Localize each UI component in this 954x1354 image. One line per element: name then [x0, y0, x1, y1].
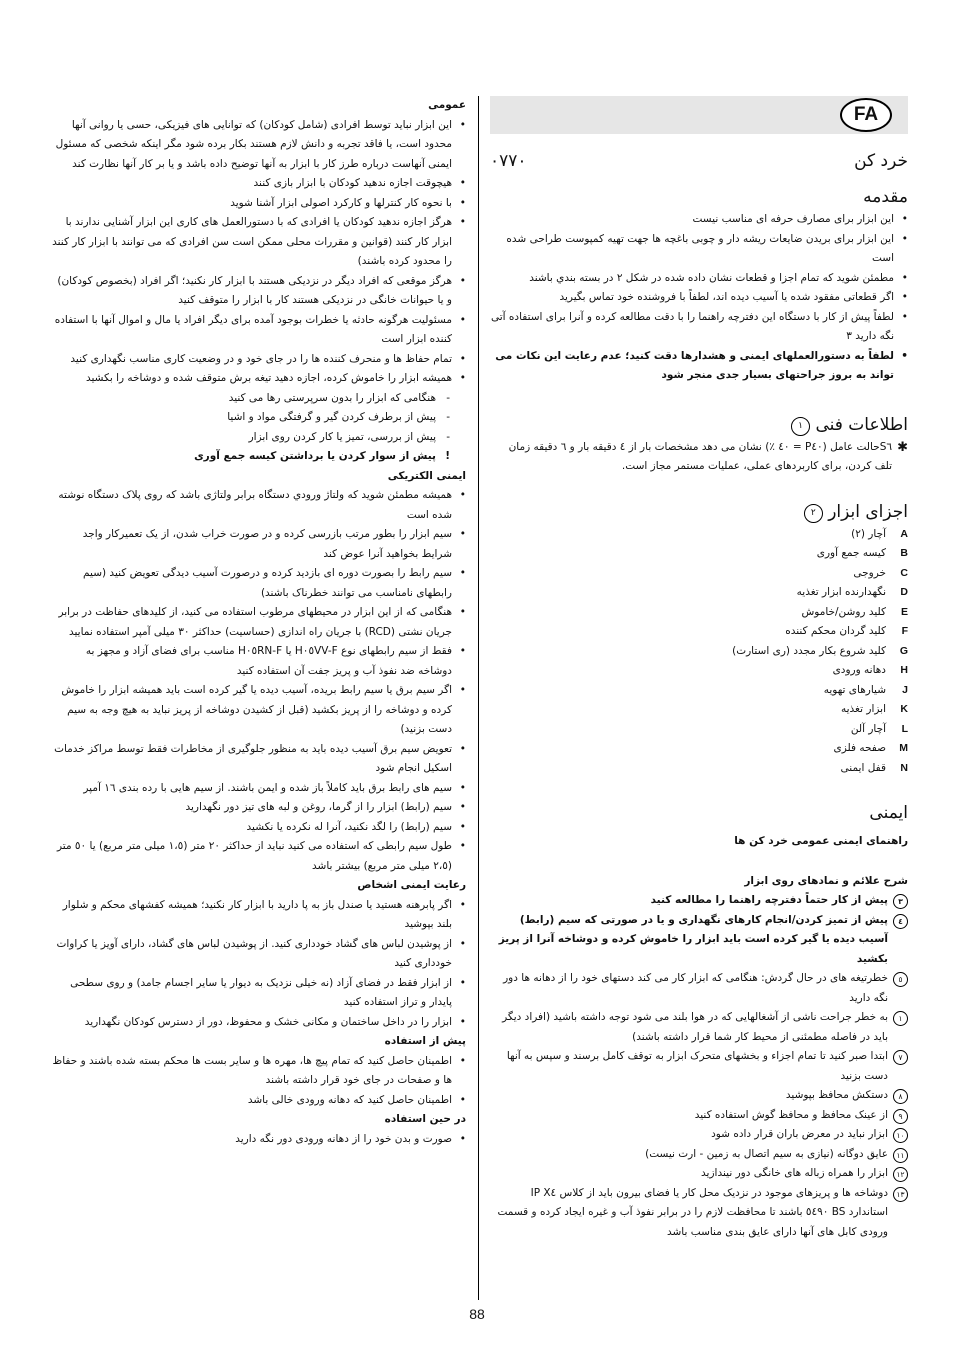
parts-list [490, 525, 908, 779]
part-letter: H [900, 664, 908, 676]
general-warning: ! پیش از سوار کردن یا برداشتن کیسه جمع آوری [50, 447, 466, 467]
part-label: دهانه ورودی [832, 664, 886, 676]
general-item: • این ابزار نباید توسط افرادی (شامل کودکان) که توانایی های فیزیکی، حسی یا روانی آنها محدود است، یا فاقد تجربه و دانش لازم هستند بکار برده شود مگر اینکه شخصی که مسئول ایمنی آنهاست درباره طرز کار با ابزار به آنها توضیح داده باشد و یا بر کار آنها نظارت کند [50, 116, 466, 175]
figure-ref-badge: ١ [791, 417, 810, 436]
symbol-number-badge: ٥ [893, 972, 908, 987]
electrical-item: • سیم (رابط) را لگد نکنید، آنرا له نکرده یا نکشید [50, 818, 466, 838]
part-letter: A [900, 527, 908, 540]
right-column [490, 96, 908, 1242]
personal-title: رعایت ایمنی اشخاص [357, 879, 466, 891]
part-label: کلید شروع بکار مجدد (ری استارت) [732, 644, 886, 657]
part-label: خروجی [853, 566, 886, 579]
product-heading [490, 148, 908, 174]
intro-title: مقدمه [863, 187, 908, 207]
part-label: کیسه جمع آوری [816, 547, 886, 559]
part-item [490, 603, 908, 623]
product-model: ٠٧٧٠ [490, 151, 527, 171]
intro-item: • این ابزار برای مصارف حرفه ای مناسب نیست [490, 210, 908, 230]
symbol-text: ابزار نباید در معرض باران قرار داده شود [711, 1128, 888, 1140]
language-header-bar [490, 96, 908, 134]
intro-item-warning: • لطفاً به دستورالعملهای ایمنی و هشدارها دقت کنید؛ عدم رعایت این نکات می تواند به بروز جراحتهای بسیار جدی منجر شود [490, 347, 908, 386]
personal-list [50, 896, 466, 1033]
symbol-number-badge: ٤ [893, 914, 908, 929]
symbol-number-badge: ٧ [893, 1050, 908, 1065]
intro-item: • اگر قطعاتی مفقود شده یا آسیب دیده اند، لطفاً با فروشنده خود تماس بگیرید [490, 288, 908, 308]
part-label: آچار آلن [850, 722, 886, 735]
symbol-item [490, 1086, 908, 1106]
general-list [50, 116, 466, 467]
part-letter: E [900, 605, 908, 618]
part-letter: N [900, 761, 908, 774]
symbol-item [490, 1047, 908, 1086]
symbol-text: عایق دوگانه (نیازی به سیم اتصال به زمین - ارت نیست) [645, 1147, 888, 1160]
part-letter: D [900, 586, 908, 598]
before-use-item: • اطمینان حاصل کنید که دهانه ورودی خالی باشد [50, 1091, 466, 1111]
symbol-item [490, 1164, 908, 1184]
column-divider [478, 96, 479, 1300]
symbol-item [490, 969, 908, 1008]
part-item [490, 642, 908, 662]
symbol-text: پیش از کار حتماً دفترچه راهنما را مطالعه کنید [650, 894, 888, 906]
part-item [490, 525, 908, 545]
part-item [490, 759, 908, 779]
symbol-number-badge: ١٠ [893, 1128, 908, 1143]
intro-item: • این ابزار برای بریدن ضایعات ریشه دار و چوبی باغچه ها جهت تهیه کمپوست طراحی شده است [490, 230, 908, 269]
part-label: ابزار تغذیه [840, 703, 886, 715]
electrical-item: • طول سیم رابطی که استفاده می کنید نباید از حداکثر ٢٠ متر (١،٥ میلی متر مربع) یا ٥٠ متر (٢،٥ میلی متر مربع) بیشتر باشد [50, 837, 466, 876]
general-title: عمومی [428, 99, 466, 111]
part-label: آچار (٢) [851, 527, 886, 540]
left-column [50, 96, 466, 1149]
electrical-item: • همیشه مطمئن شوید که ولتاژ ورودي دستگاه برابر ولتاژی باشد که روی پلاک دستگاه نوشته شده است [50, 486, 466, 525]
intro-list [490, 210, 908, 386]
parts-title-text: اجزای ابزار [828, 501, 908, 522]
safety-subtitle: راهنمای ایمنی عمومی خرد کن ها [734, 835, 908, 847]
symbol-number-badge: ٩ [893, 1109, 908, 1124]
electrical-item: • تعویض سیم برق آسیب دیده باید به منظور جلوگیری از مخاطرات فقط توسط مراکز خدمات اسکیل انجام شود [50, 740, 466, 779]
part-item [490, 681, 908, 701]
symbol-number-badge: ١ [893, 1011, 908, 1026]
symbols-list [490, 891, 908, 1242]
symbol-number-badge: ١١ [893, 1148, 908, 1163]
symbol-number-badge: ١٢ [893, 1167, 908, 1182]
symbol-item [490, 1106, 908, 1126]
part-item [490, 661, 908, 681]
general-subitem: - پیش از برطرف کردن گیر و گرفتگی مواد و اشیا [50, 408, 466, 428]
part-item [490, 739, 908, 759]
symbol-text: از عینک محافظ و محافظ گوش استفاده کنید [694, 1108, 888, 1121]
page-number: 88 [469, 1306, 485, 1322]
symbol-item [490, 911, 908, 970]
electrical-item: • سیم ابزار را بطور مرتب بازرسی کرده و در صورت خراب شدن، از یک تعمیرکار واجد شرایط بخواهید آنرا عوض کند [50, 525, 466, 564]
part-label: کلید روشن/خاموش [801, 605, 886, 618]
tech-text-item [490, 438, 908, 477]
symbol-text: ابتدا صبر کنید تا تمام اجزاء و بخشهای متحرک ابزار به توقف کامل برسند و سپس به آنها دست بزنید [506, 1050, 888, 1082]
during-use-title: در حین استفاده [384, 1113, 466, 1125]
parts-title [490, 499, 908, 525]
personal-item: • از ابزار فقط در فضای آزاد (نه خیلی نزدیک به دیوار یا سایر اجسام جامد) و روی سطحی پایدار و تراز استفاده کنید [50, 974, 466, 1013]
general-item: • هرگز موقعی که افراد دیگر در نزدیکی هستند با ابزار کار نکنید؛ اگر افراد (بخصوص کودکان) و یا حیوانات خانگی در نزدیکی هستند کار با ابزار را متوقف کنید [50, 272, 466, 311]
star-icon: ✱ [897, 439, 908, 455]
symbols-title: شرح علائم و نمادهای روی ابزار [744, 874, 908, 887]
part-letter: G [899, 644, 908, 657]
electrical-item: • سیم (رابط) ابزار را از گرما، روغن و لبه های تیز دور نگهدارید [50, 798, 466, 818]
general-item: • با نحوه کار کنترلها و کارکرد اصولی ابزار آشنا شوید [50, 194, 466, 214]
symbol-number-badge: ٣ [893, 894, 908, 909]
general-item: • تمام حفاظ ها و منحرف کننده ها را در جای خود و در وضعیت کاری مناسب نگهداری کنید [50, 350, 466, 370]
symbol-text: پیش از تمیز کردن/انجام کارهای نگهداری و یا در صورتی که سیم (رابط) آسیب دیده یا گیر کرده است باید ابزار را خاموش کرده و دوشاخه آنرا از پریز بکشید [498, 913, 888, 965]
electrical-item: • سیم رابط را بصورت دوره ای بازدید کرده و درصورت آسیب دیدگی تعویض کنید (سیم رابطهای نامناسب می توانند خطرناک باشند) [50, 564, 466, 603]
during-use-list [50, 1130, 466, 1150]
part-label: قفل ایمنی [840, 761, 886, 774]
electrical-title: ایمنی الکتریکی [387, 469, 466, 482]
part-item [490, 720, 908, 740]
before-use-title: پیش از استفاده [384, 1035, 466, 1047]
part-letter: K [900, 703, 908, 715]
part-label: کلید گردان محکم کننده [785, 625, 886, 637]
during-use-item: • صورت و بدن خود را از دهانه ورودی دور نگه دارید [50, 1130, 466, 1150]
part-item [490, 583, 908, 603]
part-label: نگهدارنده ابزار تغذیه [796, 586, 886, 598]
tech-title-text: اطلاعات فنی [815, 414, 908, 435]
tech-title [490, 412, 908, 438]
part-letter: M [899, 742, 908, 754]
part-item [490, 700, 908, 720]
part-item [490, 622, 908, 642]
general-item: • همیشه ابزار را خاموش کرده، اجازه دهید تیغه برش متوقف شده و دوشاخه را بکشید [50, 369, 466, 389]
symbol-text: خطرتیغه های در حال گردش: هنگامی که ابزار کار می کند دستهای خود را از دهانه ها دور نگه دارید [503, 972, 888, 1004]
symbol-item [490, 1145, 908, 1165]
symbol-text: دستکش محافظ بپوشید [785, 1089, 888, 1101]
symbol-number-badge: ٨ [893, 1089, 908, 1104]
personal-item: • ابزار را در داخل ساختمان و مکانی خشک و محفوظ، دور از دسترس کودکان نگهدارید [50, 1013, 466, 1033]
symbol-item [490, 1008, 908, 1047]
tech-list [490, 438, 908, 477]
electrical-item: • فقط از سیم رابطهای نوع H٠٥VV-F یا H٠٥RN-F مناسب برای فضای آزاد و مجهز به دوشاخه ضد نفوذ آب و پریز جفت آن استفاده کنید [50, 642, 466, 681]
general-item: • هیچوقت اجازه ندهید کودکان با ابزار بازی کنند [50, 174, 466, 194]
part-label: صفحه فلزی [833, 742, 886, 754]
electrical-item: • اگر سیم برق یا سیم رابط بریده، آسیب دیده یا گیر کرده است باید همیشه ابزار را خاموش کرده و دوشاخه را از پریز بکشید (قبل از کشیدن دوشاخه از پریز نباید به هیچ وجه به سیم دست بزنید) [50, 681, 466, 740]
part-letter: L [901, 722, 908, 735]
electrical-item: • هنگامی که از این ابزار در محیطهای مرطوب استفاده می کنید، از کلیدهای حفاظت در برابر جریان نشتی (RCD) با جریان راه اندازی (حساسیت) حداکثر ٣٠ میلی آمپر استفاده نمایید [50, 603, 466, 642]
tech-text: S٦حالت عامل (P٤٠ = ٤٠ ٪) نشان می دهد مشخصات بار از ٤ دقیقه بار و ٦ دقیقه زمان تلف کردن، برای کاربردهای عملی، عملیات مستمر مجاز است. [508, 440, 892, 472]
part-letter: J [902, 683, 908, 696]
intro-item: • لطفاً پیش از کار با دستگاه این دفترچه راهنما را با دقت مطالعه کرده و آنرا برای استفاده آتی نگه دارید ٣ [490, 308, 908, 347]
part-letter: F [901, 625, 908, 637]
language-badge: FA [840, 98, 892, 132]
before-use-item: • اطمینان حاصل کنید که تمام پیچ ها، مهره ها و سایر بست ها محکم بسته شده باشند و حفاظ ها و صفحات در جای خود قرار داشته باشند [50, 1052, 466, 1091]
symbol-text: به خطر جراحت ناشی از آشغالهایی که در هوا بلند می شود توجه داشته باشید (افراد دیگر باید در فاصله مطمئنی از محیط کار شما قرار داشته باشند) [502, 1011, 888, 1043]
symbol-text: ابزار را همراه زباله های خانگی دور نیندازید [701, 1167, 888, 1179]
personal-item: • اگر پابرهنه هستید یا صندل باز به پا دارید با ابزار کار نکنید؛ همیشه کفشهای محکم و شلوار بلند بپوشید [50, 896, 466, 935]
part-item [490, 564, 908, 584]
safety-title: ایمنی [869, 803, 908, 823]
symbol-number-badge: ١٣ [893, 1187, 908, 1202]
product-name: خرد کن [854, 151, 908, 171]
before-use-list [50, 1052, 466, 1111]
general-item: • هرگز اجازه ندهید کودکان یا افرادی که با دستورالعمل های کاری این ابزار آشنایی ندارند با ابزار کار کنند (قوانین و مقررات محلی ممکن است سن افرادی که می توانند با ابزار کار کنند را محدود کرده باشند) [50, 213, 466, 272]
part-letter: C [900, 566, 908, 579]
part-label: شیارهای تهویه [823, 683, 886, 696]
intro-item: • مطمئن شوید که تمام اجزا و قطعات نشان داده شده در شکل ٢ در بسته بندي باشند [490, 269, 908, 289]
general-item: • مسئولیت هرگونه حادثه یا خطرات بوجود آمده برای دیگر افراد یا مال و اموال آنها با استفاده کننده ابزار است [50, 311, 466, 350]
symbol-text: دوشاخه ها و پریزهای موجود در نزدیک محل کار یا فضای بیرون باید از کلاس IP X٤ استاندارد BS ٥٤٩٠ باشند تا محافظت لازم را در برابر نفوذ آب و غیره ایجاد کرده و قسمت ورودی کابل های آنها دارای عایق بندی مناسب باشد [497, 1186, 888, 1238]
part-item [490, 544, 908, 564]
part-letter: B [900, 547, 908, 559]
symbol-item [490, 1125, 908, 1145]
electrical-list [50, 486, 466, 876]
figure-ref-badge: ٢ [804, 504, 823, 523]
symbol-item [490, 1184, 908, 1243]
symbol-item [490, 891, 908, 911]
general-subitem: - پیش از بررسی، تمیز یا کار کردن روی ابزار [50, 428, 466, 448]
general-subitem: - هنگامی که ابزار را بدون سرپرستی رها می کنید [50, 389, 466, 409]
electrical-item: • سیم های رابط برق باید کاملاً باز شده و ایمن باشند. از سیم هایی با رده بندی ١٦ آمپر [50, 779, 466, 799]
personal-item: • از پوشیدن لباس های گشاد خودداری کنید. از پوشیدن لباس های گشاد، دارای آویز یا کراوات خودداری کنید [50, 935, 466, 974]
